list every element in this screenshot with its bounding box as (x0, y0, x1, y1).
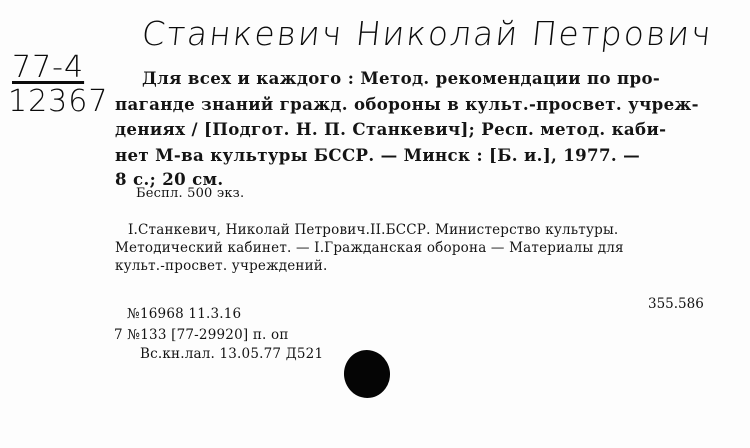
description-line-3: дениях / [Подгот. Н. П. Станкевич]; Респ. метод. каби- (115, 119, 667, 139)
description-line-2: паганде знаний гражд. обороны в культ.-просвет. учреж- (115, 94, 699, 114)
classification-number: 355.586 (648, 296, 704, 312)
audit-line: Вс.кн.лал. 13.05.77 Д521 (140, 346, 324, 362)
handwritten-author-name: Станкевич Николай Петрович (139, 14, 715, 53)
tracing-line-2: Методический кабинет. — I.Гражданская оборона — Материалы для (115, 240, 624, 256)
order-line: 7 №133 [77-29920] п. оп (114, 327, 289, 343)
handwritten-inventory-number: 12367 (8, 84, 109, 119)
tracing-line-3: культ.-просвет. учреждений. (115, 258, 328, 274)
description-line-5: 8 с.; 20 см. (115, 169, 224, 189)
tracing-line-1: I.Станкевич, Николай Петрович.II.БССР. Министерство культуры. (128, 222, 619, 238)
circulation-note: Беспл. 500 экз. (136, 186, 245, 201)
description-line-1: Для всех и каждого : Метод. рекомендации по про- (142, 68, 661, 88)
description-line-4: нет М-ва культуры БССР. — Минск : [Б. и.], 1977. — (115, 145, 641, 165)
ink-blot (341, 347, 393, 401)
accession-line: №16968 11.3.16 (127, 306, 242, 322)
handwritten-shelf-code: 77-4 (12, 50, 85, 85)
